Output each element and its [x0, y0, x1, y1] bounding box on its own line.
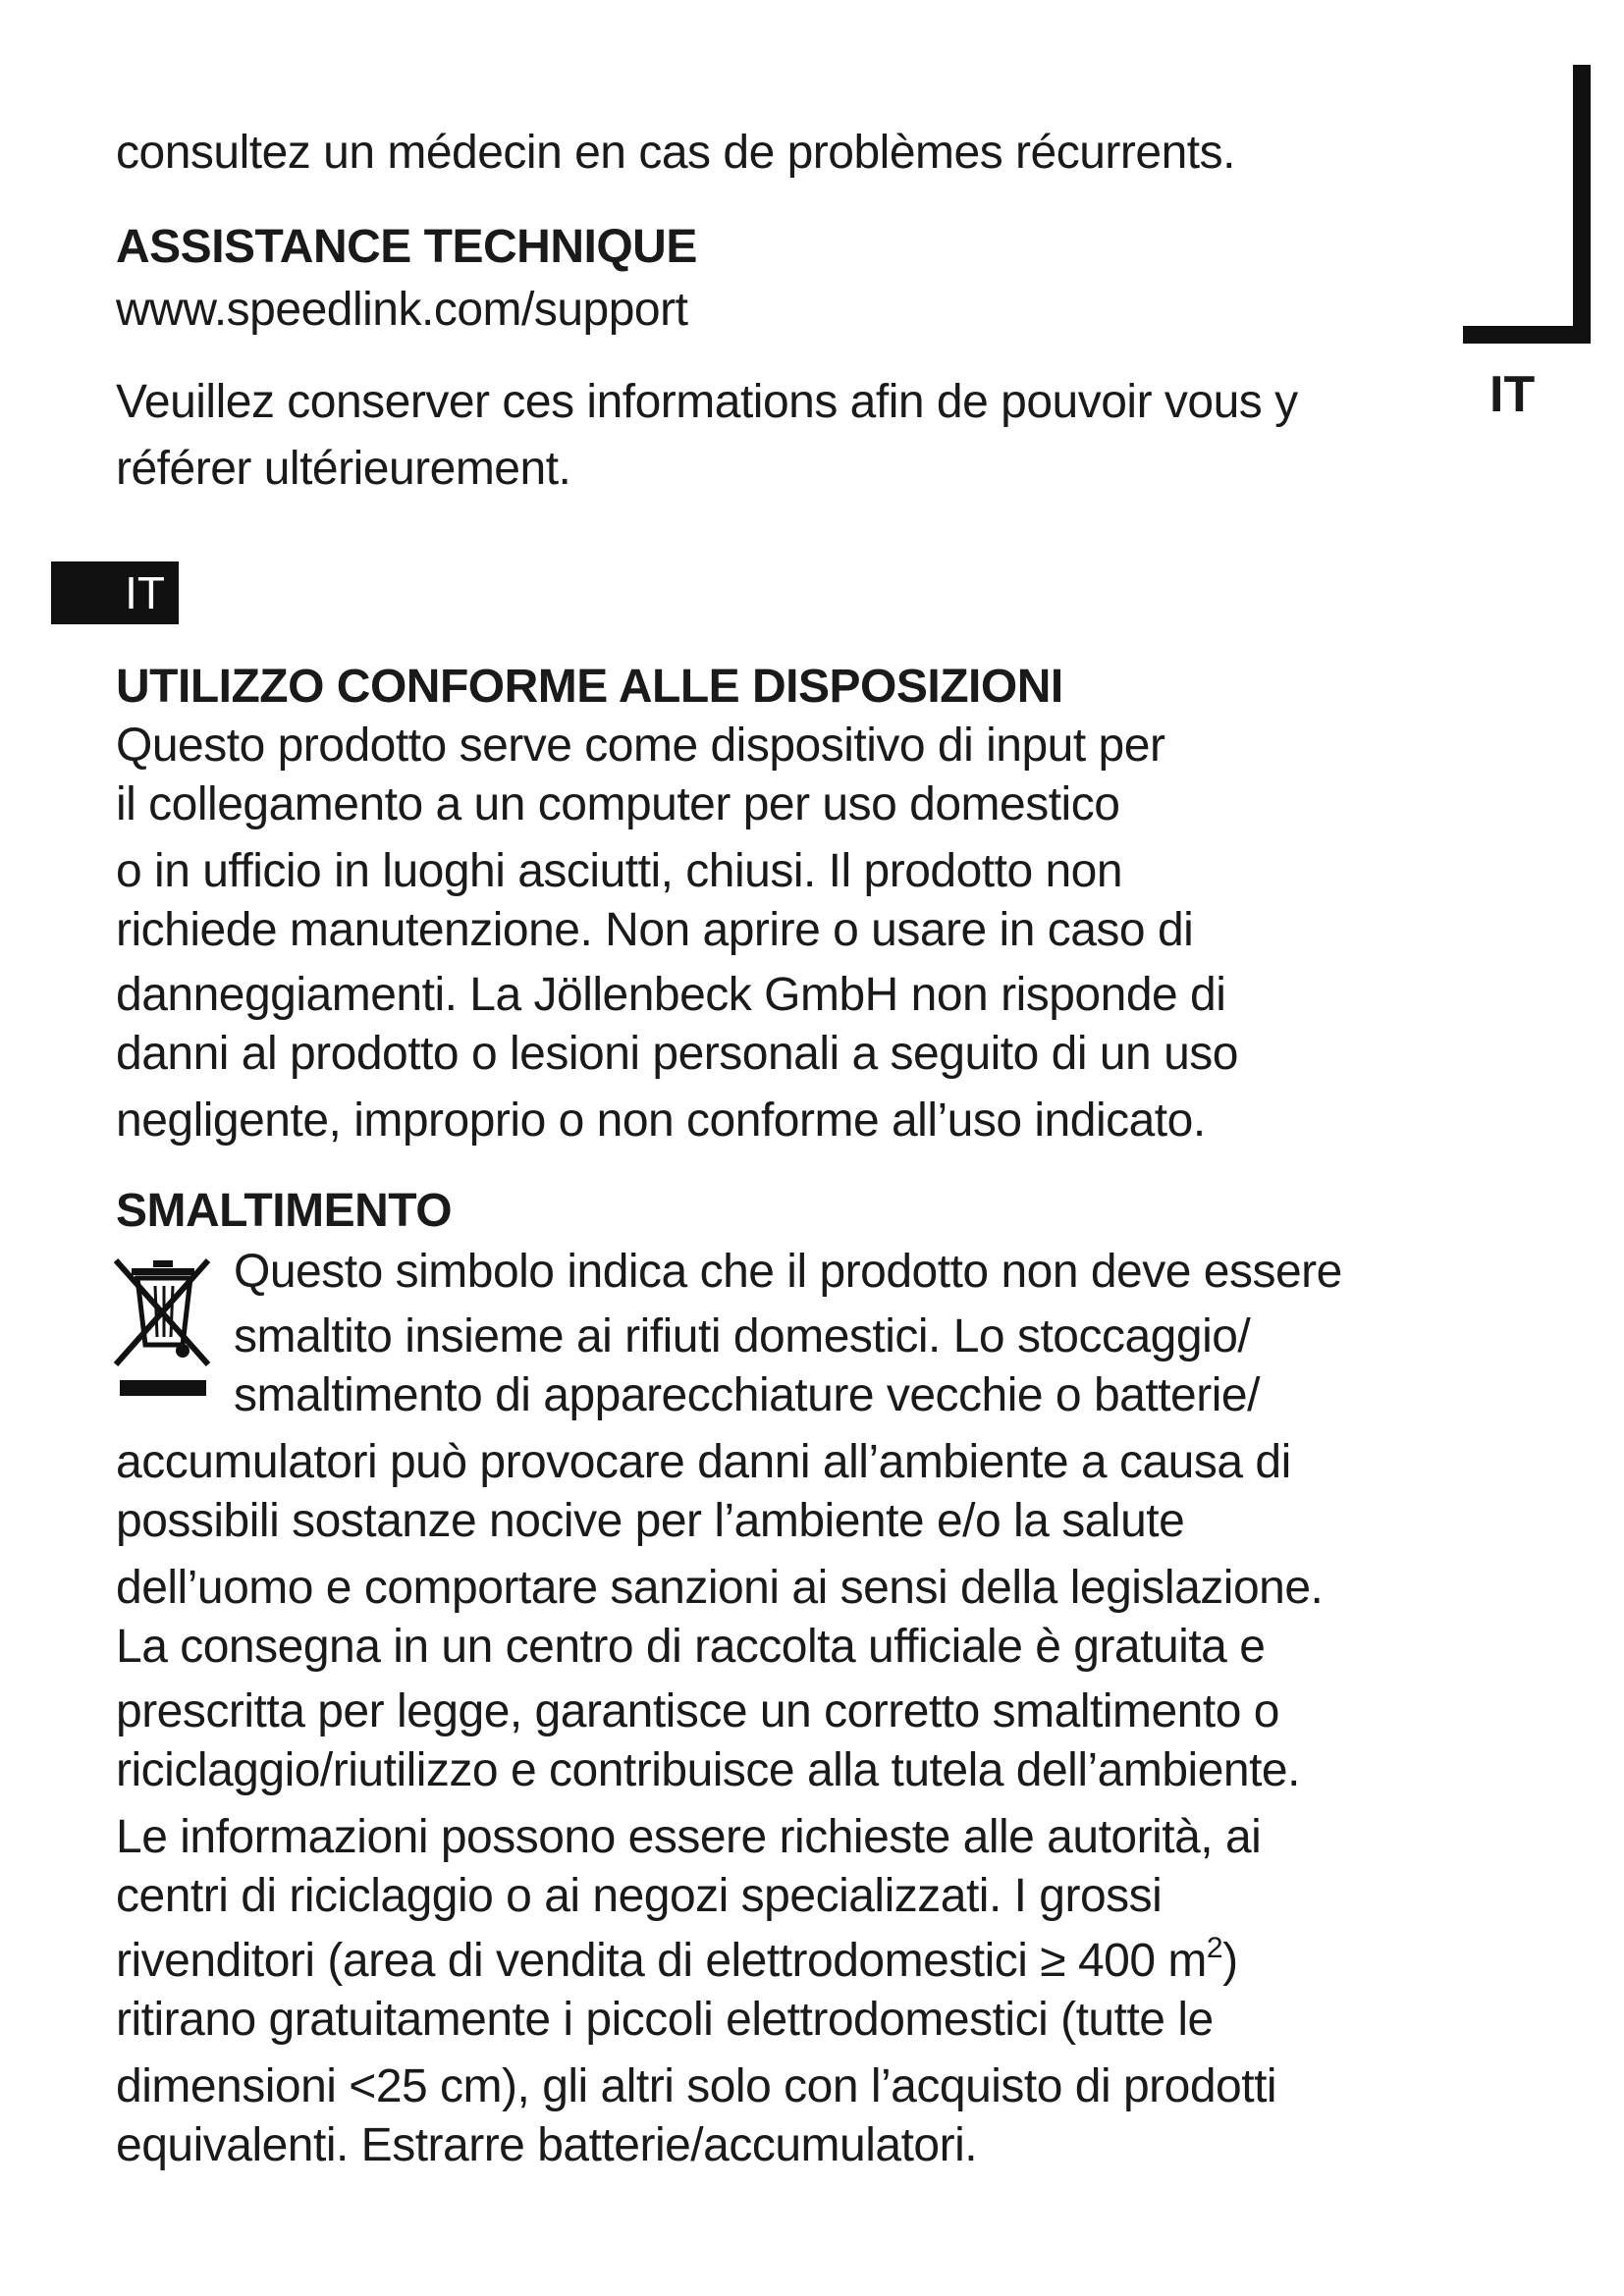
intended-use-line: il collegamento a un computer per uso domestico [116, 778, 1120, 830]
disposal-indented-line: smaltimento di apparecchiature vecchie o batterie/ [234, 1369, 1260, 1421]
intended-use-heading: UTILIZZO CONFORME ALLE DISPOSIZIONI [116, 661, 1063, 713]
keep-info-line-2: référer ultérieurement. [116, 443, 571, 495]
disposal-line: prescritta per legge, garantisce un corretto smaltimento o [116, 1685, 1279, 1737]
area-close: ) [1222, 1935, 1238, 1987]
disposal-line: possibili sostanze nocive per l’ambiente e/o la salute [116, 1495, 1185, 1547]
corner-mark-horizontal [1463, 326, 1591, 344]
intended-use-line: danneggiamenti. La Jöllenbeck GmbH non risponde di [116, 969, 1226, 1021]
weee-crossed-bin-icon [110, 1255, 218, 1402]
side-language-tab: IT [1489, 366, 1536, 423]
intended-use-line: Questo prodotto serve come dispositivo di input per [116, 720, 1165, 772]
intended-use-line: danni al prodotto o lesioni personali a seguito di un uso [116, 1028, 1238, 1080]
keep-info-line-1: Veuillez conserver ces informations afin de pouvoir vous y [116, 376, 1298, 428]
area-text: rivenditori (area di vendita di elettrodomestici ≥ 400 m [116, 1935, 1207, 1987]
area-superscript: 2 [1206, 1932, 1223, 1964]
disposal-line: riciclaggio/riutilizzo e contribuisce alla tutela dell’ambiente. [116, 1744, 1300, 1796]
intended-use-line: o in ufficio in luoghi asciutti, chiusi. Il prodotto non [116, 845, 1123, 897]
disposal-line: dimensioni <25 cm), gli altri solo con l’acquisto di prodotti [116, 2060, 1277, 2112]
language-badge: IT [51, 561, 179, 624]
disposal-line: ritirano gratuitamente i piccoli elettrodomestici (tutte le [116, 1994, 1214, 2046]
intended-use-line: negligente, improprio o non conforme all’uso indicato. [116, 1095, 1206, 1147]
disposal-line: La consegna in un centro di raccolta ufficiale è gratuita e [116, 1621, 1266, 1673]
disposal-line: Le informazioni possono essere richieste alle autorità, ai [116, 1811, 1262, 1863]
intended-use-line: richiede manutenzione. Non aprire o usare in caso di [116, 904, 1194, 956]
disposal-line: accumulatori può provocare danni all’ambiente a causa di [116, 1436, 1291, 1488]
disposal-indented-line: smaltito insieme ai rifiuti domestici. Lo stoccaggio/ [234, 1310, 1251, 1362]
disposal-line: centri di riciclaggio o ai negozi specializzati. I grossi [116, 1870, 1163, 1922]
support-url: www.speedlink.com/support [116, 284, 688, 336]
disposal-line: equivalenti. Estrarre batterie/accumulatori. [116, 2119, 978, 2171]
corner-mark-vertical [1573, 65, 1591, 344]
disposal-indented-line: Questo simbolo indica che il prodotto non deve essere [234, 1246, 1342, 1298]
disposal-heading: SMALTIMENTO [116, 1185, 453, 1237]
disposal-line: dell’uomo e comportare sanzioni ai sensi della legislazione. [116, 1562, 1324, 1614]
support-heading: ASSISTANCE TECHNIQUE [116, 221, 697, 273]
disposal-line-area [116, 1932, 1238, 1991]
prev-section-line: consultez un médecin en cas de problèmes récurrents. [116, 127, 1235, 179]
corner-tab-mark [1463, 65, 1591, 344]
